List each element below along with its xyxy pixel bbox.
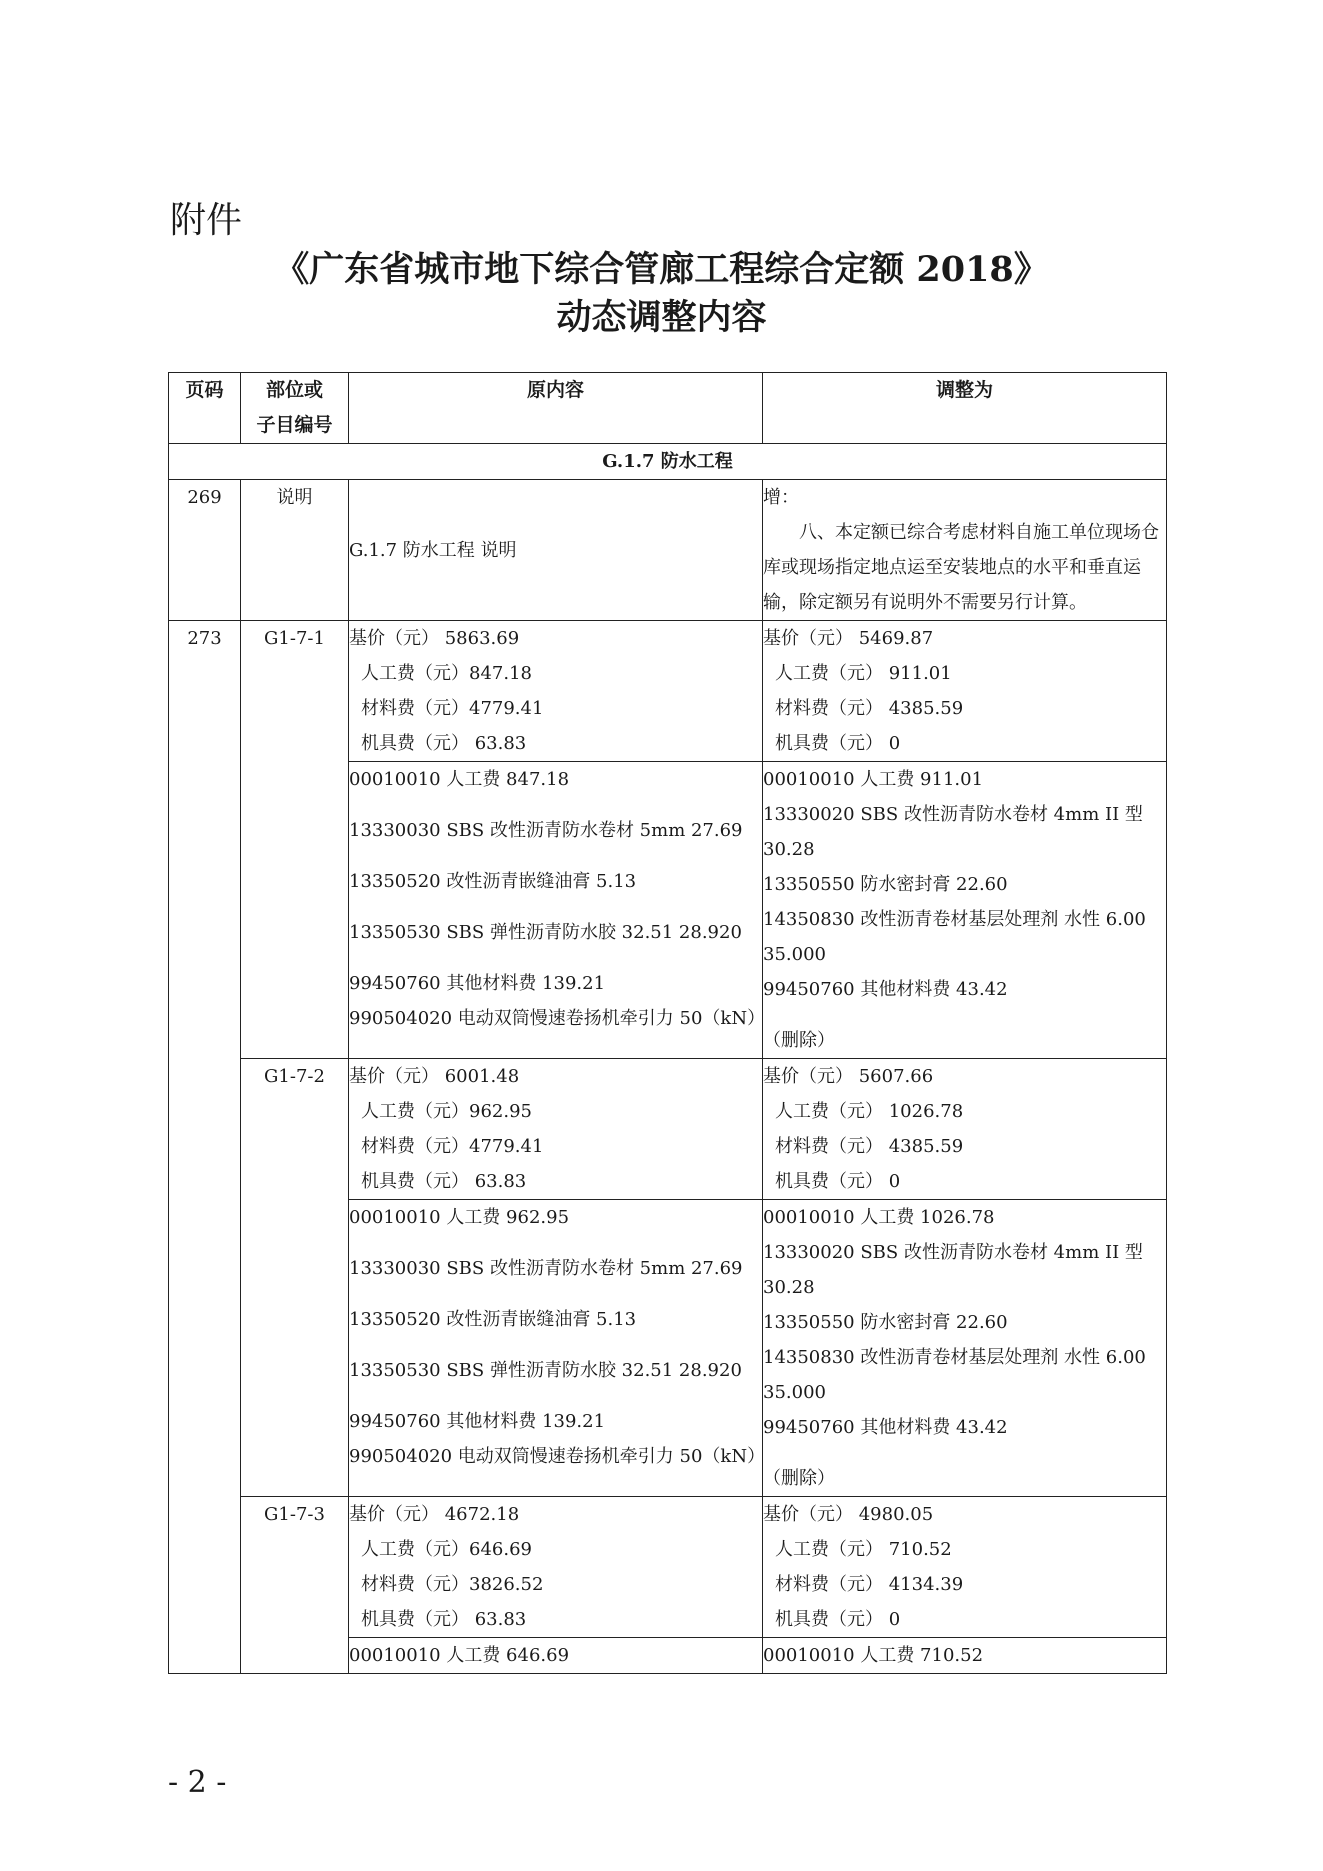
list-item: 13350550 防水密封膏 22.60 (763, 874, 1008, 895)
original-price-cell (349, 1497, 763, 1638)
list-item: 00010010 人工费 847.18 (349, 769, 570, 790)
header-original: 原内容 (349, 373, 763, 444)
list-item: 基价（元） 5863.69 (349, 628, 520, 649)
adjusted-paragraph: 八、本定额已综合考虑材料自施工单位现场仓库或现场指定地点运至安装地点的水平和垂直运输，除定额另有说明外不需要另行计算。 (763, 522, 1159, 613)
list-item: 13350530 SBS 弹性沥青防水胶 32.51 28.920 (349, 922, 742, 943)
list-item: 00010010 人工费 962.95 (349, 1207, 570, 1228)
list-item: 13350550 防水密封膏 22.60 (763, 1312, 1008, 1333)
list-item: 14350830 改性沥青卷材基层处理剂 水性 6.00 35.000 (763, 1347, 1146, 1403)
section-row (169, 444, 1167, 480)
page-number: - 2 - (168, 1765, 227, 1800)
table-row (169, 1497, 1167, 1638)
list-item: 人工费（元） 1026.78 (775, 1101, 964, 1122)
list-item: 00010010 人工费 1026.78 (763, 1207, 995, 1228)
list-item: 机具费（元） 63.83 (361, 1609, 527, 1630)
list-item: 99450760 其他材料费 139.21 (349, 1411, 606, 1432)
list-item: 机具费（元） 63.83 (361, 733, 527, 754)
list-item: 基价（元） 5607.66 (763, 1066, 934, 1087)
list-item: 00010010 人工费 911.01 (763, 769, 984, 790)
list-item: 材料费（元） 4385.59 (775, 698, 964, 719)
page-cell: 273 (169, 621, 241, 1674)
table-row (169, 621, 1167, 762)
list-item: 人工费（元）962.95 (361, 1101, 532, 1122)
adjusted-items-cell (763, 1200, 1167, 1497)
adjusted-lead: 增： (763, 487, 799, 508)
list-item: 13350520 改性沥青嵌缝油膏 5.13 (349, 871, 637, 892)
list-item: 机具费（元） 0 (775, 1609, 901, 1630)
list-item: 材料费（元） 4385.59 (775, 1136, 964, 1157)
list-item: 99450760 其他材料费 43.42 (763, 979, 1008, 1000)
document-title (0, 246, 1323, 342)
table-header-row (169, 373, 1167, 444)
section-title: G.1.7 防水工程 (169, 444, 1167, 480)
deleted-note: （删除） (763, 1030, 835, 1051)
attachment-label: 附件 (170, 200, 243, 241)
code-cell: G1-7-3 (241, 1497, 349, 1674)
list-item: 13330020 SBS 改性沥青防水卷材 4mm II 型 30.28 (763, 804, 1143, 860)
list-item: 00010010 人工费 646.69 (349, 1645, 570, 1666)
adjusted-cell (763, 480, 1167, 621)
header-code-line2: 子目编号 (256, 414, 333, 436)
list-item: 材料费（元）4779.41 (361, 698, 544, 719)
list-item: 机具费（元） 0 (775, 1171, 901, 1192)
list-item: 00010010 人工费 710.52 (763, 1645, 984, 1666)
list-item: 人工费（元）847.18 (361, 663, 532, 684)
list-item: 机具费（元） 63.83 (361, 1171, 527, 1192)
list-item: 990504020 电动双筒慢速卷扬机牵引力 50（kN） (349, 1008, 766, 1029)
adjusted-price-cell (763, 1059, 1167, 1200)
code-cell: 说明 (241, 480, 349, 621)
adjusted-price-cell (763, 621, 1167, 762)
header-page: 页码 (169, 373, 241, 444)
original-items-cell (349, 1638, 763, 1674)
list-item: 材料费（元）4779.41 (361, 1136, 544, 1157)
list-item: 材料费（元） 4134.39 (775, 1574, 964, 1595)
adjusted-items-cell (763, 1638, 1167, 1674)
list-item: 13330020 SBS 改性沥青防水卷材 4mm II 型 30.28 (763, 1242, 1143, 1298)
table-row (169, 1059, 1167, 1200)
list-item: 材料费（元）3826.52 (361, 1574, 544, 1595)
list-item: 990504020 电动双筒慢速卷扬机牵引力 50（kN） (349, 1446, 766, 1467)
list-item: 人工费（元） 710.52 (775, 1539, 952, 1560)
list-item: 机具费（元） 0 (775, 733, 901, 754)
list-item: 13350520 改性沥青嵌缝油膏 5.13 (349, 1309, 637, 1330)
list-item: 99450760 其他材料费 43.42 (763, 1417, 1008, 1438)
list-item: 人工费（元） 911.01 (775, 663, 952, 684)
page-cell: 269 (169, 480, 241, 621)
adjusted-items-cell (763, 762, 1167, 1059)
table-row (169, 480, 1167, 621)
list-item: 13330030 SBS 改性沥青防水卷材 5mm 27.69 (349, 820, 743, 841)
original-cell: G.1.7 防水工程 说明 (349, 480, 763, 621)
code-cell: G1-7-2 (241, 1059, 349, 1497)
code-cell: G1-7-1 (241, 621, 349, 1059)
adjusted-price-cell (763, 1497, 1167, 1638)
original-items-cell (349, 762, 766, 1059)
adjustment-table (168, 372, 1167, 1674)
list-item: 基价（元） 6001.48 (349, 1066, 520, 1087)
list-item: 基价（元） 5469.87 (763, 628, 934, 649)
original-price-cell (349, 621, 763, 762)
title-line-1: 《广东省城市地下综合管廊工程综合定额 2018》 (274, 249, 1049, 290)
deleted-note: （删除） (763, 1468, 835, 1489)
header-adjusted: 调整为 (763, 373, 1167, 444)
list-item: 13330030 SBS 改性沥青防水卷材 5mm 27.69 (349, 1258, 743, 1279)
list-item: 基价（元） 4672.18 (349, 1504, 520, 1525)
list-item: 人工费（元）646.69 (361, 1539, 532, 1560)
list-item: 13350530 SBS 弹性沥青防水胶 32.51 28.920 (349, 1360, 742, 1381)
list-item: 基价（元） 4980.05 (763, 1504, 934, 1525)
list-item: 99450760 其他材料费 139.21 (349, 973, 606, 994)
original-items-cell (349, 1200, 766, 1497)
list-item: 14350830 改性沥青卷材基层处理剂 水性 6.00 35.000 (763, 909, 1146, 965)
header-code-line1: 部位或 (265, 379, 323, 401)
original-price-cell (349, 1059, 763, 1200)
header-code (241, 373, 349, 444)
title-line-2: 动态调整内容 (556, 297, 767, 338)
